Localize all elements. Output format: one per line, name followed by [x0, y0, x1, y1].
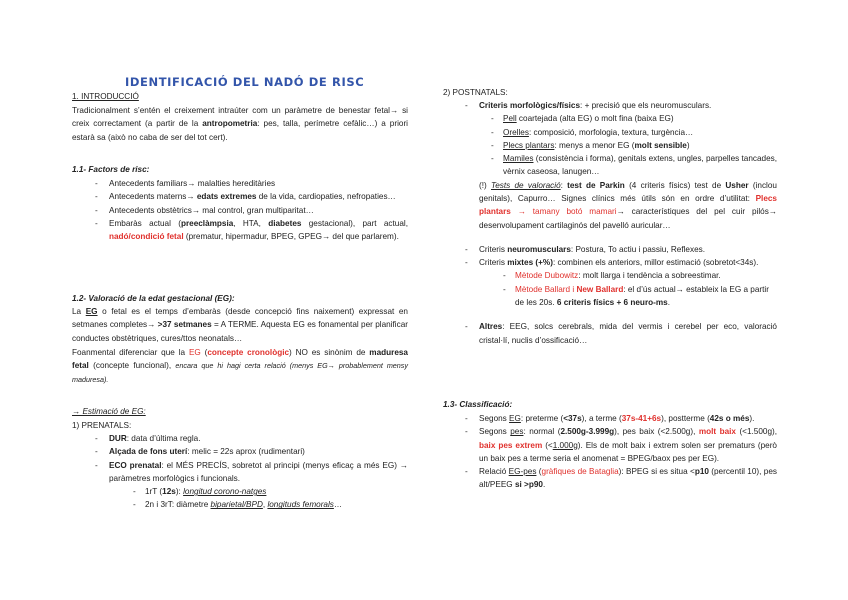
prenatal-list — [109, 432, 408, 512]
list-item: - Mètode Dubowitz: molt llarga i tendència a sobreestimar. — [515, 269, 777, 282]
list-item: - DUR: data d’última regla. — [109, 432, 408, 445]
section-1-heading: 1. INTRODUCCIÓ — [72, 92, 139, 101]
maturity-paragraph: Foanmental diferenciar que la EG (concepte cronològic) NO es sinònim de maduresa fetal (concepte funcional), encara que hi hagi certa relació (menys EG→ probablement mensy maduresa). — [72, 348, 408, 384]
list-item: - Antecedents obstètrics→ mal control, gran multiparitat… — [109, 204, 408, 217]
list-item: - Criteris neuromusculars: Postura, To actiu i passiu, Reflexes. — [479, 243, 777, 256]
list-item: - Altres: EEG, solcs cerebrals, mida del vermis i cerebel per eco, valoració cristal·lí, nuclis d’ossificació… — [479, 320, 777, 347]
mixed-methods-list — [479, 269, 777, 309]
postnatal-list — [479, 99, 777, 347]
list-item: - Segons pes: normal (2.500g-3.999g), pes baix (<2.500g), molt baix (<1.500g), baix pes extrem (<1.000g). Els de molt baix i extrem solen ser prematurs (però un baix pes a terme seria el anomenat = BPEG/baox pes per EG). — [479, 425, 777, 465]
list-item: - Mamiles (consistència i forma), genitals extens, ungles, parpelles tancades, vèrnix caseosa, lanugen… — [503, 152, 777, 179]
page-title: IDENTIFICACIÓ DEL NADÓ DE RISC — [125, 75, 365, 89]
list-item: - Segons EG: preterme (<37s), a terme (37s-41+6s), postterme (42s o més). — [479, 412, 777, 425]
risk-factor-list — [109, 177, 408, 243]
trimester-list — [109, 485, 408, 512]
intro-paragraph: Tradicionalment s’entén el creixement intraúter com un paràmetre de benestar fetal→ si creix correctament (a partir de la antropometria: pes, talla, perímetre cefàlic…) a priori estarà sa (això no caba de ser del tot cert). — [72, 106, 408, 142]
list-item: - 1rT (12s): longitud corono-natges — [145, 485, 408, 498]
prenatals-heading: 1) PRENATALS: — [72, 421, 132, 430]
list-item: - Mètode Ballard i New Ballard: el d’ús actual→ estableix la EG a partir de les 20s. 6 criteris físics + 6 neuro-ms. — [515, 283, 777, 310]
section-1-3-heading: 1.3- Classificació: — [443, 400, 513, 409]
classification-list — [479, 412, 777, 492]
list-item: - Plecs plantars: menys a menor EG (molt sensible) — [503, 139, 777, 152]
list-item: - Antecedents materns→ edats extremes de la vida, cardiopaties, nefropaties… — [109, 190, 408, 203]
morphological-criteria-list — [479, 112, 777, 178]
postnatals-heading: 2) POSTNATALS: — [443, 88, 508, 97]
tests-note: (!) Tests de valoració: test de Parkin (4 criteris físics) test de Usher (inclou genitals), Capurro… Signes clínics més útils són en ordre d’utilitat: Plecs plantars → tamany botó mamari→ característiques del pel cuir pilós→ desenvolupament cartilaginós del pavelló auricular… — [479, 180, 777, 230]
list-item: - Antecedents familiars→ malalties hereditàries — [109, 177, 408, 190]
estimation-heading: → Estimació de EG: — [72, 407, 146, 416]
list-item: - Alçada de fons uterí: melic = 22s aprox (rudimentari) — [109, 445, 408, 458]
eg-paragraph: La EG o fetal es el temps d’embaràs (desde concepció fins naixement) expressat en setmanes completes→ >37 setmanes = A TERME. Aquesta EG es fonamental per planificar conductes obstètriques, cures/ttos neonatals… — [72, 307, 408, 343]
list-item: - 2n i 3rT: diàmetre biparietal/BPD, longituds femorals… — [145, 498, 408, 511]
list-item: - ECO prenatal: el MÉS PRECÍS, sobretot al principi (menys eficaç a més EG) → paràmetres morfològics i funcionals. — [109, 459, 408, 486]
list-item: - Relació EG-pes (gràfiques de Bataglia): BPEG si es situa <p10 (percentil 10), pes alt/PEEG si >p90. — [479, 465, 777, 492]
list-item: - Orelles: composició, morfologia, textura, turgència… — [503, 126, 777, 139]
list-item: - Criteris morfològics/físics: + precisió que els neuromusculars. — [479, 99, 777, 112]
section-1-1-heading: 1.1- Factors de risc: — [72, 165, 150, 174]
list-item: - Pell coartejada (alta EG) o molt fina (baixa EG) — [503, 112, 777, 125]
section-1-2-heading: 1.2- Valoració de la edat gestacional (EG): — [72, 294, 235, 303]
list-item: - Criteris mixtes (+%): combinen els anteriors, millor estimació (sobretot<34s). — [479, 256, 777, 269]
list-item: - Embaràs actual (preeclàmpsia, HTA, diabetes gestacional), part actual, nadó/condició fetal (prematur, hipermadur, BPEG, GPEG→ del que parlarem). — [109, 217, 408, 244]
